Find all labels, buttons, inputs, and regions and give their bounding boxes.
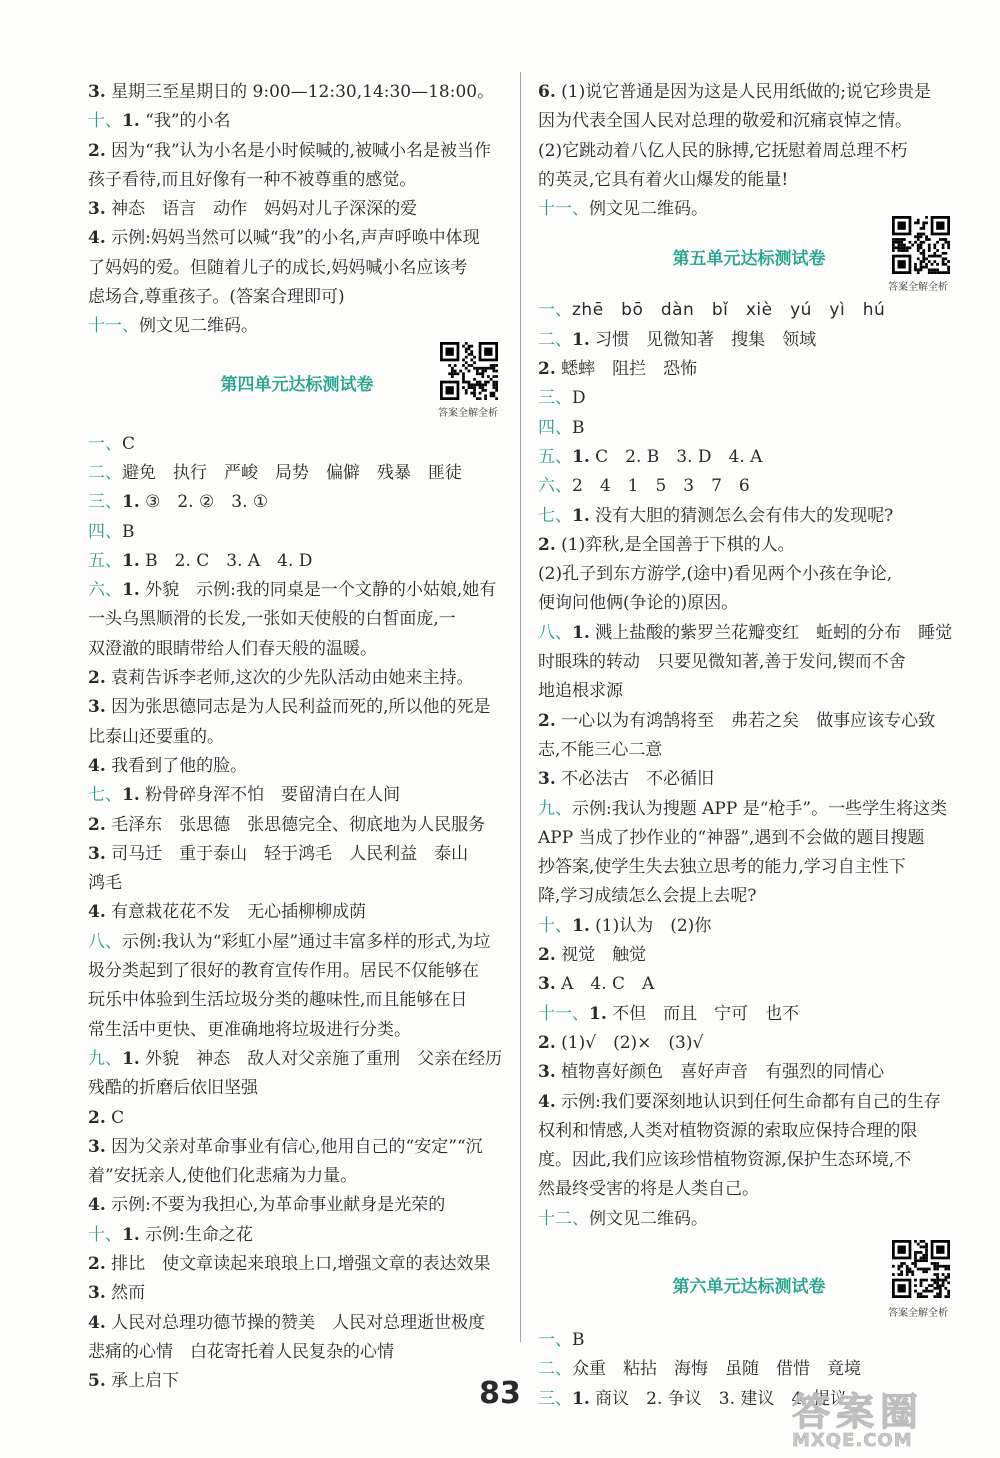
qr-code-icon[interactable]: [440, 342, 498, 400]
question-marker: 九、: [88, 1048, 122, 1069]
answer-line: [538, 1000, 960, 1029]
answer-line: [538, 78, 960, 107]
answer-line: [538, 355, 960, 384]
answer-line: [88, 459, 506, 488]
question-marker: 一、: [538, 300, 572, 321]
unit4-header: [88, 342, 506, 430]
answer-line: [88, 1016, 506, 1045]
answer-text: 避免 执行 严峻 局势 偏僻 残暴 匪徒: [122, 462, 462, 483]
question-marker: 九、: [538, 798, 572, 819]
answer-text: 鸿毛: [88, 873, 122, 894]
answer-line: [88, 78, 506, 107]
answer-line: [538, 648, 960, 677]
answer-line: [538, 707, 960, 736]
answer-line: [88, 781, 506, 810]
answer-line: [88, 488, 506, 517]
qr-caption: 答案全解全析: [888, 1307, 948, 1319]
answer-line: [88, 1162, 506, 1191]
answer-text: 示例:生命之花: [139, 1224, 253, 1245]
answer-line: [538, 853, 960, 882]
answer-text: 度。因此,我们应该珍惜植物资源,保护生态环境,不: [538, 1150, 912, 1171]
column-divider: [520, 72, 521, 1342]
answer-line: [538, 443, 960, 472]
answer-line: [538, 384, 960, 413]
answer-line: [538, 589, 960, 618]
answer-text: 志,不能三心二意: [538, 739, 663, 760]
answer-text: 蟋蟀 阻拦 恐怖: [555, 359, 698, 380]
item-number: 2.: [538, 945, 556, 966]
answer-text: 便询问他俩(争论的)原因。: [538, 593, 739, 614]
question-marker: 二、: [538, 329, 572, 350]
answer-line: [538, 502, 960, 531]
question-marker: 七、: [538, 505, 572, 526]
answer-text: 例文见二维码。: [139, 316, 258, 337]
question-marker: 五、: [538, 446, 572, 467]
answer-text: 地追根求源: [538, 681, 623, 702]
answer-text: B: [572, 1329, 585, 1350]
answer-text: 植物喜好颜色 喜好声音 有强烈的同情心: [555, 1062, 885, 1083]
item-number: 2.: [538, 710, 556, 731]
answer-line: [88, 1191, 506, 1220]
item-number: 1.: [572, 1388, 590, 1409]
answer-text: (1)√ (2)× (3)√: [555, 1032, 704, 1053]
answer-line: [88, 312, 506, 341]
answer-text: 没有大胆的猜测怎么会有伟大的发现呢?: [589, 505, 894, 526]
item-number: 4.: [88, 1195, 106, 1216]
answer-line: [538, 560, 960, 589]
answer-line: [88, 1104, 506, 1133]
question-marker: 十一、: [538, 199, 589, 220]
item-number: 3.: [538, 1062, 556, 1083]
qr-code-icon[interactable]: [892, 1240, 950, 1298]
answer-text: 承上启下: [105, 1371, 180, 1392]
watermark-url: MXQE.COM: [792, 1430, 913, 1451]
answer-line: [88, 107, 506, 136]
answer-text: (2)它跳动着八亿人民的脉搏,它抚慰着周总理不朽: [538, 140, 908, 161]
answer-line: [538, 1205, 960, 1234]
answer-line: [538, 1175, 960, 1204]
answer-line: [88, 869, 506, 898]
answer-text: 玩乐中体验到生活垃圾分类的趣味性,而且能够在日: [88, 990, 468, 1011]
question-marker: 四、: [88, 521, 122, 542]
item-number: 1.: [572, 446, 590, 467]
answer-line: [538, 970, 960, 999]
answer-text: 我看到了他的脸。: [105, 755, 248, 776]
answer-text: 了妈妈的爱。但随着儿子的成长,妈妈喊小名应该考: [88, 257, 468, 278]
item-number: 3.: [88, 199, 106, 220]
item-number: 3.: [88, 82, 106, 102]
page-number: 83: [479, 1376, 521, 1411]
answer-text: 不但 而且 宁可 也不: [606, 1003, 800, 1024]
unit4-answers-continued: [538, 78, 960, 224]
item-number: 1.: [122, 1048, 140, 1069]
answer-text: A 4. C A: [555, 974, 655, 995]
pinyin-answers: zhē bō dàn bǐ xiè yú yì hú: [572, 300, 886, 321]
answer-text: 示例:我认为“彩虹小屋”通过丰富多样的形式,为垃: [122, 931, 491, 952]
answer-text: 不必法古 不必循旧: [555, 769, 715, 790]
question-marker: 六、: [88, 580, 122, 601]
answer-line: [538, 1088, 960, 1117]
answer-line: [88, 605, 506, 634]
item-number: 1.: [122, 111, 140, 132]
answer-line: [88, 928, 506, 957]
item-number: 4.: [88, 228, 106, 249]
unit6-header: [538, 1234, 960, 1326]
answer-text: 因为“我”认为小名是小时候喊的,被喊小名是被当作: [105, 140, 491, 161]
answer-text: 商议 2. 争议 3. 建议 4. 提议: [589, 1388, 848, 1409]
item-number: 4.: [538, 1091, 556, 1112]
answer-text: 的英灵,它具有着火山爆发的能量!: [538, 169, 789, 190]
answer-text: 然最终受害的将是人类自己。: [538, 1179, 759, 1200]
answer-line: [88, 1309, 506, 1338]
answer-text: 习惯 见微知著 搜集 领域: [589, 329, 817, 350]
item-number: 1.: [572, 915, 590, 936]
answer-text: D: [572, 388, 586, 409]
right-column: [538, 78, 960, 1414]
answer-line: [88, 1250, 506, 1279]
answer-text: 粉骨碎身浑不怕 要留清白在人间: [139, 785, 401, 806]
answer-line: [88, 635, 506, 664]
answer-text: 因为代表全国人民对总理的敬爱和沉痛哀悼之情。: [538, 111, 912, 132]
answer-text: 2 4 1 5 3 7 6: [572, 476, 750, 497]
unit4-answers: [88, 430, 506, 1397]
item-number: 2.: [88, 140, 106, 161]
answer-text: 外貌 示例:我的同桌是一个文静的小姑娘,她有: [139, 580, 497, 601]
question-marker: 十一、: [88, 316, 139, 337]
answer-text: B: [122, 521, 135, 542]
answer-text: 常生活中更快、更准确地将垃圾进行分类。: [88, 1019, 411, 1040]
answer-line: [88, 1074, 506, 1103]
answer-line: [88, 224, 506, 253]
answer-line: [88, 957, 506, 986]
question-marker: 七、: [88, 785, 122, 806]
answer-text: 残酷的折磨后依旧坚强: [88, 1078, 258, 1099]
answer-text: 因为张思德同志是为人民利益而死的,所以他的死是: [105, 697, 491, 718]
item-number: 3.: [88, 697, 106, 718]
item-number: 5.: [88, 1371, 106, 1392]
answer-text: B: [572, 417, 585, 438]
answer-text: 着”安抚亲人,使他们化悲痛为力量。: [88, 1166, 358, 1187]
answer-text: (2)孔子到东方游学,(途中)看见两个小孩在争论,: [538, 564, 893, 585]
answer-text: 抄答案,使学生失去独立思考的能力,学习自主性下: [538, 857, 906, 878]
answer-text: 毛泽东 张思德 张思德完全、彻底地为人民服务: [105, 814, 486, 835]
item-number: 2.: [88, 1107, 106, 1128]
answer-line: [88, 723, 506, 752]
answer-line: [538, 1326, 960, 1355]
qr-code-icon[interactable]: [892, 216, 950, 274]
item-number: 4.: [88, 902, 106, 923]
answer-line: [538, 326, 960, 355]
answer-text: 双澄澈的眼睛带给人们春天般的温暖。: [88, 638, 377, 659]
answer-text: 权利和情感,人类对植物资源的索取应保持合理的限: [538, 1120, 918, 1141]
unit5-answers: [538, 326, 960, 1234]
answer-text: 悲痛的心情 白花寄托着人民复杂的心情: [88, 1341, 394, 1362]
answer-line: [88, 430, 506, 459]
answer-line: [538, 941, 960, 970]
question-marker: 二、: [88, 462, 122, 483]
answer-text: 例文见二维码。: [589, 1208, 708, 1229]
answer-line: [538, 882, 960, 911]
item-number: 3.: [88, 843, 106, 864]
question-marker: 六、: [538, 476, 572, 497]
answer-text: 降,学习成绩怎么会提上去呢?: [538, 886, 757, 907]
item-number: 3.: [538, 769, 556, 790]
question-marker: 三、: [538, 388, 572, 409]
item-number: 2.: [88, 814, 106, 835]
question-marker: 二、: [538, 1359, 572, 1380]
answer-text: 袁莉告诉李老师,这次的少先队活动由她来主持。: [105, 668, 474, 689]
answer-text: 一头乌黑顺滑的长发,一张如天使般的白皙面庞,一: [88, 609, 456, 630]
answer-line: [88, 693, 506, 722]
question-marker: 三、: [88, 492, 122, 513]
answer-text: 众重 粘拈 海悔 虽随 借惜 竟境: [572, 1359, 861, 1380]
answer-line: [88, 283, 506, 312]
answer-line: [88, 1045, 506, 1074]
item-number: 3.: [538, 974, 556, 995]
answer-line: [538, 1146, 960, 1175]
answer-line: [88, 254, 506, 283]
answer-line: [538, 1058, 960, 1087]
question-marker: 四、: [538, 417, 572, 438]
answer-text: (1)说它普通是因为这是人民用纸做的;说它珍贵是: [555, 82, 931, 102]
answer-line: [88, 195, 506, 224]
answer-line: [538, 531, 960, 560]
answer-text: 星期三至星期日的 9:00—12:30,14:30—18:00。: [105, 82, 495, 102]
answer-line: [88, 1221, 506, 1250]
item-number: 2.: [88, 668, 106, 689]
answer-line: [538, 736, 960, 765]
item-number: 4.: [88, 755, 106, 776]
answer-text: (1)弈秋,是全国善于下棋的人。: [555, 534, 795, 555]
item-number: 1.: [122, 1224, 140, 1245]
answer-text: 时眼珠的转动 只要见微知著,善于发问,锲而不舍: [538, 652, 906, 673]
answer-line: [88, 840, 506, 869]
answer-text: C: [122, 433, 136, 454]
item-number: 1.: [572, 622, 590, 643]
answer-line: [538, 619, 960, 648]
item-number: 2.: [538, 1032, 556, 1053]
answer-text: (1)认为 (2)你: [589, 915, 712, 936]
watermark-logo-text: 答案圈: [792, 1390, 925, 1434]
unit5-title: 第五单元达标测试卷: [672, 249, 826, 270]
qr-caption: 答案全解全析: [438, 407, 498, 419]
item-number: 2.: [88, 1253, 106, 1274]
answer-line: [88, 576, 506, 605]
item-number: 1.: [122, 550, 140, 571]
answer-line: [88, 898, 506, 927]
answer-line: [88, 137, 506, 166]
answer-line: [88, 664, 506, 693]
answer-text: 视觉 触觉: [555, 945, 647, 966]
answer-text: 一心以为有鸿鹄将至 弗若之矣 做事应该专心致: [555, 710, 936, 731]
unit3-answers-continued: [88, 78, 506, 342]
question-marker: 十、: [88, 1224, 122, 1245]
answer-text: 神态 语言 动作 妈妈对儿子深深的爱: [105, 199, 418, 220]
answer-text: 示例:妈妈当然可以喊“我”的小名,声声呼唤中体现: [105, 228, 480, 249]
item-number: 1.: [572, 329, 590, 350]
answer-text: APP 当成了抄作业的“神器”,遇到不会做的题目搜题: [538, 827, 925, 848]
answer-line: [88, 752, 506, 781]
answer-line: [88, 986, 506, 1015]
answer-text: 司马迁 重于泰山 轻于鸿毛 人民利益 泰山: [105, 843, 469, 864]
answer-line: [88, 166, 506, 195]
answer-line: [538, 795, 960, 824]
item-number: 4.: [88, 1312, 106, 1333]
answer-text: 人民对总理功德节操的赞美 人民对总理逝世极度: [105, 1312, 486, 1333]
answer-line: [538, 1117, 960, 1146]
pinyin-line: [538, 296, 960, 325]
answer-text: 示例:不要为我担心,为革命事业献身是光荣的: [105, 1195, 446, 1216]
answer-text: C: [105, 1107, 125, 1128]
answer-line: [538, 166, 960, 195]
answer-text: 虑场合,尊重孩子。(答案合理即可): [88, 287, 345, 308]
answer-line: [538, 107, 960, 136]
item-number: 1.: [589, 1003, 607, 1024]
answer-text: C 2. B 3. D 4. A: [589, 446, 763, 467]
item-number: 6.: [538, 82, 556, 102]
answer-line: [88, 547, 506, 576]
answer-line: [88, 1338, 506, 1367]
answer-text: 然而: [105, 1283, 146, 1304]
answer-text: 示例:我认为搜题 APP 是“枪手”。一些学生将这类: [572, 798, 948, 819]
answer-line: [538, 414, 960, 443]
answer-text: ③ 2. ② 3. ①: [139, 492, 269, 513]
answer-text: 因为父亲对革命事业有信心,他用自己的“安定”“沉: [105, 1136, 483, 1157]
question-marker: 十二、: [538, 1208, 589, 1229]
item-number: 2.: [538, 534, 556, 555]
answer-line: [88, 811, 506, 840]
unit4-title: 第四单元达标测试卷: [220, 374, 374, 395]
answer-line: [538, 1029, 960, 1058]
question-marker: 一、: [88, 433, 122, 454]
question-marker: 八、: [538, 622, 572, 643]
answer-line: [538, 472, 960, 501]
left-column: [88, 78, 506, 1396]
question-marker: 五、: [88, 550, 122, 571]
answer-text: 溅上盐酸的紫罗兰花瓣变红 蚯蚓的分布 睡觉: [589, 622, 953, 643]
answer-text: 比泰山还要重的。: [88, 726, 224, 747]
answer-line: [88, 1133, 506, 1162]
item-number: 1.: [122, 492, 140, 513]
answer-line: [88, 518, 506, 547]
item-number: 2.: [538, 359, 556, 380]
answer-line: [538, 824, 960, 853]
unit5-header: [538, 224, 960, 296]
unit6-title: 第六单元达标测试卷: [672, 1276, 826, 1297]
question-marker: 三、: [538, 1388, 572, 1409]
item-number: 1.: [122, 580, 140, 601]
answer-text: 圾分类起到了很好的教育宣传作用。居民不仅能够在: [88, 961, 479, 982]
answer-text: 孩子看待,而且好像有一种不被尊重的感觉。: [88, 169, 417, 190]
item-number: 3.: [88, 1283, 106, 1304]
answer-line: [88, 1279, 506, 1308]
question-marker: 八、: [88, 931, 122, 952]
answer-line: [538, 912, 960, 941]
answer-text: B 2. C 3. A 4. D: [139, 550, 313, 571]
question-marker: 一、: [538, 1329, 572, 1350]
answer-text: “我”的小名: [139, 111, 231, 132]
item-number: 1.: [572, 505, 590, 526]
answer-text: 排比 使文章读起来琅琅上口,增强文章的表达效果: [105, 1253, 491, 1274]
answer-text: 示例:我们要深刻地认识到任何生命都有自己的生存: [555, 1091, 941, 1112]
answer-text: 有意栽花花不发 无心插柳柳成荫: [105, 902, 367, 923]
watermark-logo: [792, 1392, 972, 1452]
qr-caption: 答案全解全析: [888, 282, 948, 294]
question-marker: 十一、: [538, 1003, 589, 1024]
question-marker: 十、: [88, 111, 122, 132]
answer-text: 外貌 神态 敌人对父亲施了重刑 父亲在经历: [139, 1048, 503, 1069]
answer-line: [538, 765, 960, 794]
question-marker: 十、: [538, 915, 572, 936]
item-number: 3.: [88, 1136, 106, 1157]
answer-text: 例文见二维码。: [589, 199, 708, 220]
answer-line: [538, 137, 960, 166]
answer-line: [538, 677, 960, 706]
item-number: 1.: [122, 785, 140, 806]
